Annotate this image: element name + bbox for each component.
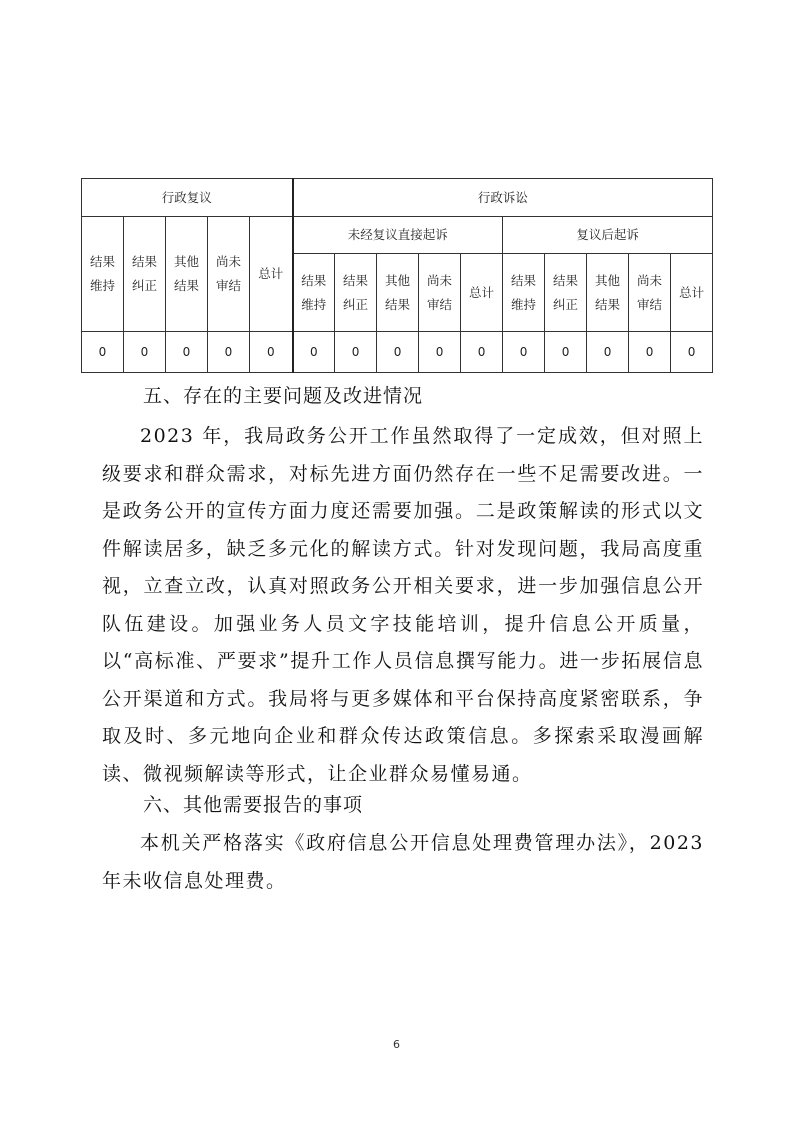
header-after-other-result: 其他 结果 bbox=[587, 254, 629, 332]
header-admin-litigation: 行政诉讼 bbox=[293, 179, 713, 217]
page-number: 6 bbox=[393, 1038, 400, 1051]
table-cell: 0 bbox=[208, 332, 250, 373]
table-cell: 0 bbox=[377, 332, 419, 373]
header-review-result-corrected: 结果 纠正 bbox=[124, 217, 166, 332]
header-admin-review: 行政复议 bbox=[82, 179, 293, 217]
table-cell: 0 bbox=[503, 332, 545, 373]
header-review-result-maintain: 结果 维持 bbox=[82, 217, 124, 332]
header-after-result-corrected: 结果 纠正 bbox=[545, 254, 587, 332]
table-cell: 0 bbox=[166, 332, 208, 373]
section-5-body: 2023 年，我局政务公开工作虽然取得了一定成效，但对照上级要求和群众需求，对标先进方面仍然存在一些不足需要改进。一是政务公开的宣传方面力度还需要加强。二是政策解读的形式以文件解读居多，缺乏多元化的解读方式。针对发现问题，我局高度重视，立查立改，认真对照政务公开相关要求，进一步加强信息公开队伍建设。加强业务人员文字技能培训，提升信息公开质量，以“高标准、严要求”提升工作人员信息撰写能力。进一步拓展信息公开渠道和方式。我局将与更多媒体和平台保持高度紧密联系，争取及时、多元地向企业和群众传达政策信息。多探索采取漫画解读、微视频解读等形式，让企业群众易懂易通。 bbox=[102, 425, 704, 785]
section-6-body: 本机关严格落实《政府信息公开信息处理费管理办法》，2023 年未收信息处理费。 bbox=[102, 832, 704, 892]
table-cell: 0 bbox=[419, 332, 461, 373]
header-after-pending: 尚未 审结 bbox=[629, 254, 671, 332]
header-after-result-maintain: 结果 维持 bbox=[503, 254, 545, 332]
statistics-table bbox=[81, 178, 713, 373]
header-review-total: 总计 bbox=[250, 217, 293, 332]
header-direct-suit: 未经复议直接起诉 bbox=[293, 217, 503, 254]
header-direct-other-result: 其他 结果 bbox=[377, 254, 419, 332]
table-cell: 0 bbox=[671, 332, 713, 373]
section-6-heading: 六、其他需要报告的事项 bbox=[143, 794, 364, 816]
table-cell: 0 bbox=[587, 332, 629, 373]
header-direct-result-maintain: 结果 维持 bbox=[293, 254, 335, 332]
table-cell: 0 bbox=[124, 332, 166, 373]
table-cell: 0 bbox=[82, 332, 124, 373]
header-after-review: 复议后起诉 bbox=[503, 217, 713, 254]
header-direct-total: 总计 bbox=[461, 254, 503, 332]
header-direct-result-corrected: 结果 纠正 bbox=[335, 254, 377, 332]
header-review-other-result: 其他 结果 bbox=[166, 217, 208, 332]
header-review-pending: 尚未 审结 bbox=[208, 217, 250, 332]
table-cell: 0 bbox=[250, 332, 293, 373]
table-row bbox=[82, 332, 713, 373]
table-cell: 0 bbox=[629, 332, 671, 373]
header-after-total: 总计 bbox=[671, 254, 713, 332]
section-5-heading: 五、存在的主要问题及改进情况 bbox=[143, 385, 424, 407]
table-cell: 0 bbox=[293, 332, 335, 373]
header-direct-pending: 尚未 审结 bbox=[419, 254, 461, 332]
table-cell: 0 bbox=[461, 332, 503, 373]
table-cell: 0 bbox=[335, 332, 377, 373]
table-cell: 0 bbox=[545, 332, 587, 373]
